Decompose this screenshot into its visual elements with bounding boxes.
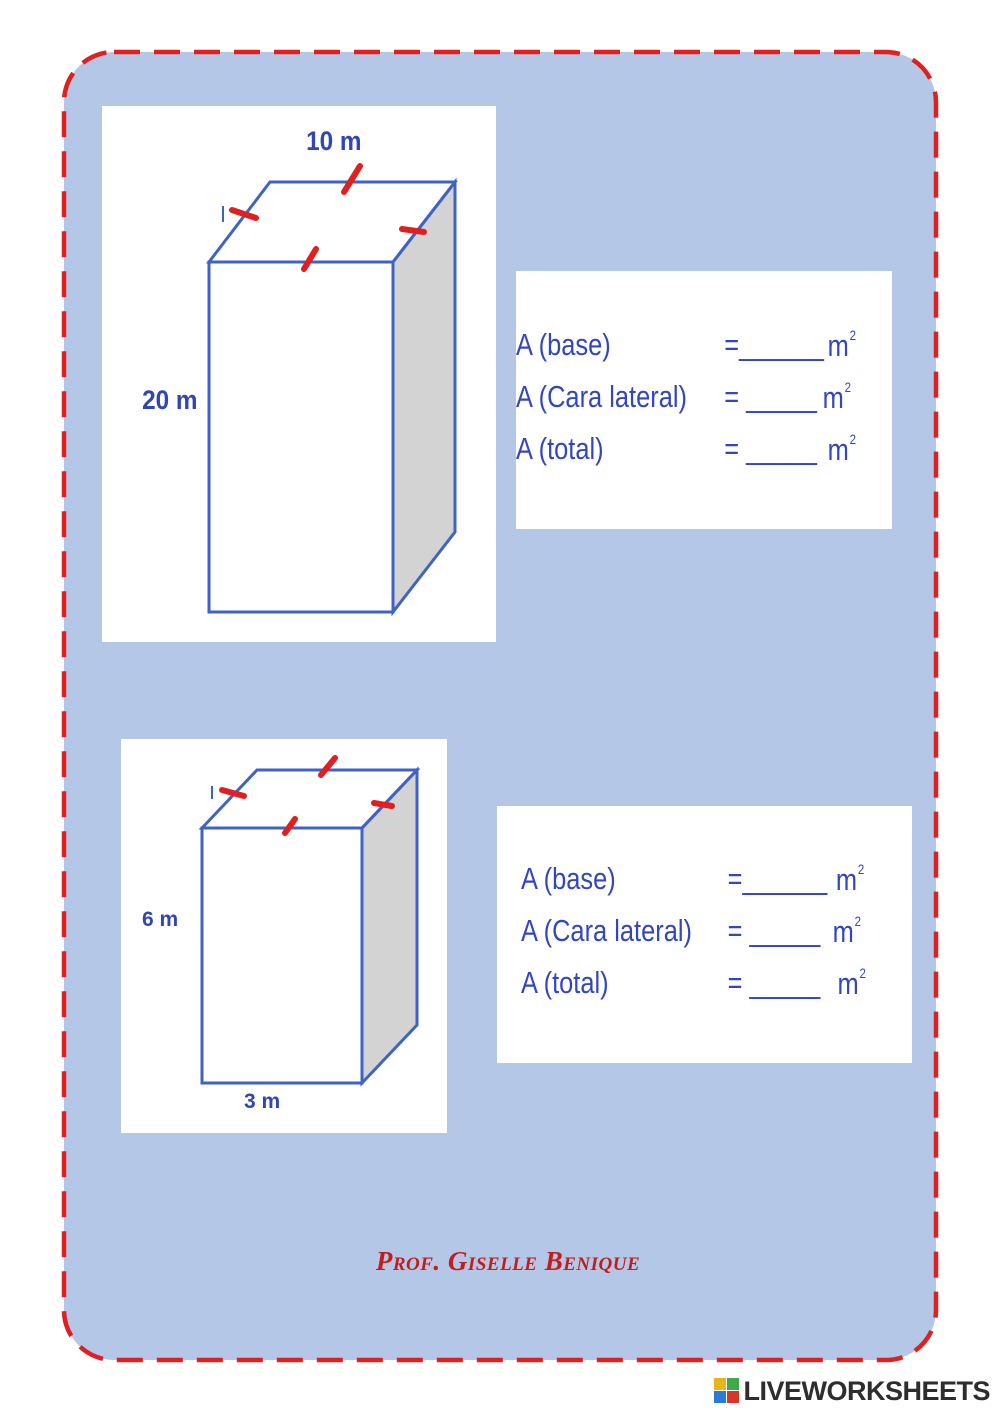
answer-blank[interactable]: =______ xyxy=(724,327,824,362)
author-signature: Prof. Giselle Benique xyxy=(375,1246,641,1276)
answer-blank[interactable]: = _____ xyxy=(724,431,817,466)
prism-drawing-1 xyxy=(102,106,496,642)
answer-blank[interactable]: =______ xyxy=(727,861,828,896)
answer-blank[interactable]: = _____ xyxy=(724,379,817,414)
prism-drawing-2 xyxy=(121,739,447,1133)
answer-blank[interactable]: = _____ xyxy=(727,965,821,1000)
answer-blank[interactable]: = _____ xyxy=(727,913,821,948)
prism-figure-2 xyxy=(121,739,447,1133)
brand-name: LIVEWORKSHEETS xyxy=(743,1375,990,1406)
liveworksheets-brand[interactable] xyxy=(714,1376,990,1406)
height-label: 6 m xyxy=(142,908,179,931)
prism-figure-1 xyxy=(102,106,496,642)
liveworksheets-logo-icon xyxy=(714,1378,740,1404)
bottom-edge-label: 3 m xyxy=(244,1090,281,1113)
top-edge-label: 10 m xyxy=(306,126,362,156)
formula-box-1: A (base) =______ $m^2$ A (Cara lateral) = _____ $m^2$ A (total) = _____ $m^2$ xyxy=(516,271,892,529)
height-label: 20 m xyxy=(142,385,198,415)
formula-box-2: A (base) =______ $m^2$ A (Cara lateral) = _____ $m^2$ A (total) = _____ $m^2$ xyxy=(497,806,912,1063)
